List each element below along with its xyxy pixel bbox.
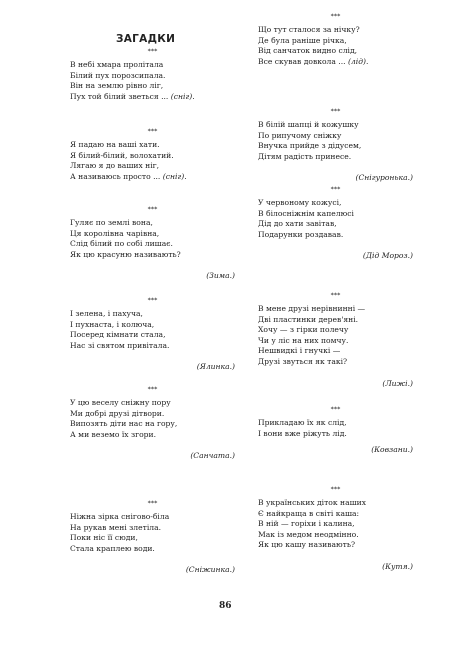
riddle-line: Ця королівна чарівна,	[70, 228, 160, 238]
riddle-answer: (Зима.)	[206, 271, 235, 281]
riddle-line: А ми веземо їх згори.	[70, 429, 156, 439]
riddle-answer: (Ковзани.)	[371, 445, 413, 455]
riddle-line: Стала краплею води.	[70, 543, 155, 553]
riddle-line-text: Пух той білий зветься ...	[70, 91, 171, 101]
riddle	[258, 107, 413, 183]
riddle-line: В українських діток наших	[258, 498, 367, 507]
riddle	[258, 185, 413, 261]
riddle-answer: (сніг)	[170, 91, 193, 101]
riddle-separator: ***	[330, 107, 341, 115]
riddle-line: Я падаю на ваші хати.	[70, 140, 160, 149]
riddle	[70, 47, 235, 102]
riddle-line-with-answer	[70, 92, 235, 103]
riddle-line: І вони вже ріжуть лід.	[258, 428, 347, 438]
riddle-answer: (Кутя.)	[382, 561, 413, 571]
riddle-separator: ***	[147, 296, 158, 304]
riddle-line: Дві пластинки дерев'яні.	[258, 314, 359, 324]
riddle-separator: ***	[147, 205, 158, 213]
riddle-line: По рипучому сніжку	[258, 130, 342, 140]
riddle-separator: ***	[330, 291, 341, 299]
riddle-answer: (Санчата.)	[190, 451, 235, 461]
riddle-line: Від санчаток видно слід,	[258, 46, 358, 56]
riddle-line: Випозять діти нас на гору,	[70, 419, 178, 429]
riddle-answer: (Лижі.)	[382, 378, 413, 388]
riddle-line: Що тут сталося за нічку?	[258, 25, 360, 34]
riddle-line: Друзі звуться як такі?	[258, 356, 348, 366]
riddle-line-text: Все скував довкола ...	[258, 56, 348, 66]
riddle	[70, 296, 235, 372]
riddle-line: Є найкраща в світі каша:	[258, 508, 360, 518]
riddle-line: Слід білий по собі лишає.	[70, 239, 173, 249]
riddle-line: В білій шапці й кожушку	[258, 120, 359, 129]
riddle-line: І зелена, і пахуча,	[70, 309, 143, 318]
answer-punctuation: .	[365, 56, 369, 66]
riddle-line: І пухнаста, і колюча,	[70, 319, 155, 329]
riddle-line: В білосніжнім капелюсі	[258, 208, 354, 218]
riddle-answer: (лід)	[347, 56, 366, 66]
riddle-line: Прикладаю їх як слід,	[258, 418, 347, 427]
riddle-line: Гуляє по землі вона,	[70, 218, 153, 227]
riddle	[70, 385, 235, 461]
riddle-separator: ***	[330, 405, 341, 413]
riddle-line: Посеред кімнати стала,	[70, 330, 166, 340]
riddle-line-text: А називаюсь просто ...	[70, 171, 163, 181]
riddle-line: Ніжна зірка снігово-біла	[70, 512, 170, 521]
riddle	[258, 12, 413, 67]
riddle-line: В ній — горіхи і калина,	[258, 519, 355, 529]
riddle-separator: ***	[330, 185, 341, 193]
riddle-line: Я білий-білий, волохатий.	[70, 150, 174, 160]
riddle-answer: (Снігуронька.)	[355, 173, 413, 183]
riddle-answer: (Дід Мороз.)	[362, 251, 413, 261]
riddle-line: Нас зі святом привітала.	[70, 340, 170, 350]
page-title: ЗАГАДКИ	[116, 33, 176, 45]
riddle-answer: (Ялинка.)	[196, 362, 235, 372]
answer-punctuation: .	[184, 171, 187, 181]
riddle-separator: ***	[147, 127, 158, 135]
riddle	[70, 127, 235, 182]
riddle-line: Поки ніс її сюди,	[70, 533, 138, 543]
riddle-separator: ***	[147, 47, 158, 55]
riddle-line-with-answer	[258, 57, 413, 68]
riddle-line: В небі хмара пролітала	[70, 60, 164, 69]
riddle-line: Як цю кашу називають?	[258, 540, 356, 550]
riddle-line: Дітям радість принесе.	[258, 151, 352, 161]
riddle-line: Де була раніше річка,	[258, 35, 347, 45]
riddle-line: Як цю красуню називають?	[70, 249, 181, 259]
riddle	[258, 405, 413, 455]
riddle	[70, 205, 235, 281]
riddle-separator: ***	[330, 12, 341, 20]
riddle	[258, 485, 413, 572]
riddle-line: У червоному кожусі,	[258, 198, 342, 207]
riddle-line: У цю веселу сніжну пору	[70, 398, 171, 407]
riddle-line-with-answer	[70, 172, 235, 183]
riddle-separator: ***	[330, 485, 341, 493]
riddle-line: Білий пух порозсипала.	[70, 70, 166, 80]
riddle-line: Нешвидкі і гнучкі —	[258, 346, 341, 356]
riddle-line: Подарунки роздавав.	[258, 229, 344, 239]
riddle-line: Він на землю рівно ліг,	[70, 81, 164, 91]
riddle-answer: (Сніжинка.)	[185, 565, 235, 575]
riddle-line: Хочу — з гірки полечу	[258, 325, 349, 335]
riddle-line: Лягаю я до ваших ніг,	[70, 161, 160, 171]
riddle-line: Чи у ліс на них помчу.	[258, 335, 349, 345]
riddle-line: Внучка прийде з дідусем,	[258, 141, 362, 151]
riddle	[70, 499, 235, 575]
riddle-line: В мене друзі нерівнинні —	[258, 304, 366, 313]
page-number: 86	[219, 601, 232, 611]
riddle-separator: ***	[147, 385, 158, 393]
riddle-separator: ***	[147, 499, 158, 507]
riddle-line: Дід до хати завітав,	[258, 219, 337, 229]
riddle-line: Мак із медом неодмінно.	[258, 529, 359, 539]
riddle	[258, 291, 413, 389]
riddle-line: Ми добрі друзі дітвори.	[70, 408, 165, 418]
riddle-line: На рукав мені злетіла.	[70, 522, 162, 532]
riddle-answer: (сніг)	[162, 171, 185, 181]
answer-punctuation: .	[192, 91, 195, 101]
